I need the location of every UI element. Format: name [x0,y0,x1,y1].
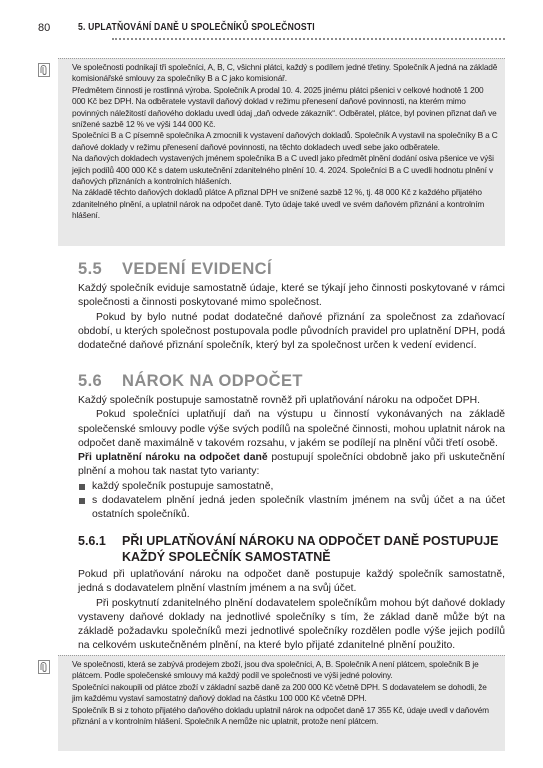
paperclip-icon [38,660,50,674]
body-paragraph: Pokud při uplatňování nároku na odpočet daně postupuje každý společník samostatně, jedná s dodavatelem plnění vlastním jménem a na svůj účet. [78,569,505,595]
section-body [78,568,505,654]
chapter-title: 5. UPLATŇOVÁNÍ DANĚ U SPOLEČNÍKŮ SPOLEČNOSTI [78,22,315,33]
paperclip-icon [38,63,50,77]
section-body [78,394,505,523]
subsection-number: 5.6.1 [78,534,106,548]
section-heading [78,372,303,391]
list-item [78,494,505,523]
body-paragraph: Pokud by bylo nutné podat dodatečné daňové přiznání za společnost za zdaňovací období, u kterých společnost postupovala podle původních pravidel pro uplatnění DPH, podá dodatečné daňové přiznání společník, který byl za společnost určen k vedení evidencí. [78,311,505,352]
bold-lead: Při uplatnění nároku na odpočet daně [78,452,268,464]
section-number: 5.5 [78,260,103,278]
section-number: 5.6 [78,372,103,390]
page-number: 80 [38,22,51,34]
section-title: NÁROK NA ODPOČET [122,372,303,390]
bullet-square-icon [79,484,85,490]
example-box [58,58,505,246]
section-heading [78,260,272,279]
body-paragraph: Pokud společníci uplatňují daň na výstupu u činností vykonávaných na základě společenské smlouvy podle výše svých podílů na společné činnosti, mohou uplatnit nárok na odpočet daně maximálně v takovém rozsahu, v jakém se podílejí na plnění vůči třetí osobě. [78,409,505,449]
list-item-text: každý společník postupuje samostatně, [92,480,274,492]
example-paragraph: Předmětem činnosti je rostlinná výroba. Společník A prodal 10. 4. 2025 jinému plátci pšenici v celkové hodnotě 1 200 000 Kč bez DPH. Na odběratele vystavil daňový doklad v režimu přenesení daňové povinnosti, na kterém mimo povinných náležitostí daňového dokladu uvedl údaj „daň odvede zákazník“. Odběratel, plátce, byl povinen přiznat daň ve snížené sazbě 12 % ve výši 144 000 Kč. [72,84,497,130]
example-paragraph: Ve společnosti, která se zabývá prodejem zboží, jsou dva společníci, A, B. Společník A není plátcem, společník B je plátcem. Podle společenské smlouvy má každý podíl ve společnosti ve výši jedné poloviny. [72,659,479,681]
bullet-square-icon [79,498,85,504]
example-text [72,62,499,222]
body-paragraph: Každý společník postupuje samostatně rovněž při uplatňování nároku na odpočet DPH. [78,395,481,406]
subsection-title: PŘI UPLATŇOVÁNÍ NÁROKU NA ODPOČET DANĚ POSTUPUJE KAŽDÝ SPOLEČNÍK SAMOSTATNĚ [122,534,499,564]
body-paragraph: Při poskytnutí zdanitelného plnění dodavatelem společníkům mohou být daňové doklady vystaveny daňové doklady na jednotlivé společníky s tím, že základ daně může být na základě požadavku společníků mezi jednotlivé společníky rozdělen podle výše jejich podílů na celkovém uskutečněném plnění, na které bylo přijaté zdanitelné plnění použito. [78,597,505,652]
example-paragraph: Společníci nakoupili od plátce zboží v základní sazbě daně za 200 000 Kč včetně DPH. S dodavatelem se dohodli, že jim každému vystaví samostatný daňový doklad na částku 100 000 Kč včetně DPH. [72,681,487,704]
running-header [38,22,505,42]
paragraph-rest: postupují společníci obdobně jako při uskutečnění plnění a mohou tak nastat tyto varianty: [78,452,505,478]
body-paragraph [78,451,505,480]
body-paragraph: Každý společník eviduje samostatně údaje, které se týkají jeho činnosti poskytované v rámci společnosti a činnosti poskytované mimo společnost. [78,283,505,309]
section-body [78,282,505,353]
example-paragraph: Na základě těchto daňových dokladů plátce A přiznal DPH ve snížené sazbě 12 %, tj. 48 000 Kč z každého přijatého zdanitelného plnění, a uplatnil nárok na odpočet daně. Tyto údaje také uvedl ve svém daňovém přiznání a kontrolním hlášení. [72,187,485,221]
header-dotted-rule [112,38,505,40]
example-paragraph: Společník B si z tohoto přijatého daňového dokladu uplatnil nárok na odpočet daně 17 355 Kč, údaje uvedl v daňovém přiznání a v kontrolním hlášení. Společník A nemůže nic uplatnit, protože není plátcem. [72,704,489,727]
section-title: VEDENÍ EVIDENCÍ [122,260,272,278]
variant-list [78,480,505,523]
list-item [78,480,505,494]
example-paragraph: Na daňových dokladech vystavených jménem společníka B a C uvedl jako předmět plnění dodání osiva pšenice ve výši jejich podílů 400 000 Kč s datem uskutečnění zdanitelného plnění 10. 4. 2024. Společníci B a C uvedli hodnotu plnění v daňových přiznáních a kontrolních hlášeních. [72,153,494,187]
example-box [58,655,505,751]
example-text [72,659,499,727]
list-item-text: s dodavatelem plnění jedná jeden společník vlastním jménem na svůj účet a na účet ostatních společníků. [92,495,505,521]
example-paragraph: Společníci B a C písemně společníka A zmocnili k vystavení daňových dokladů. Společník A vystavil na společníky B a C daňové doklady v režimu přenesení daňové povinnosti, na těchto dokladech uvedl sebe jako odběratele. [72,130,498,152]
subsection-heading [78,533,505,565]
example-paragraph: Ve společnosti podnikají tři společníci, A, B, C, všichni plátci, každý s podílem jedné třetiny. Společník A jedná na základě komisionářské smlouvy za společníky B a C jako komisionář. [72,62,498,84]
